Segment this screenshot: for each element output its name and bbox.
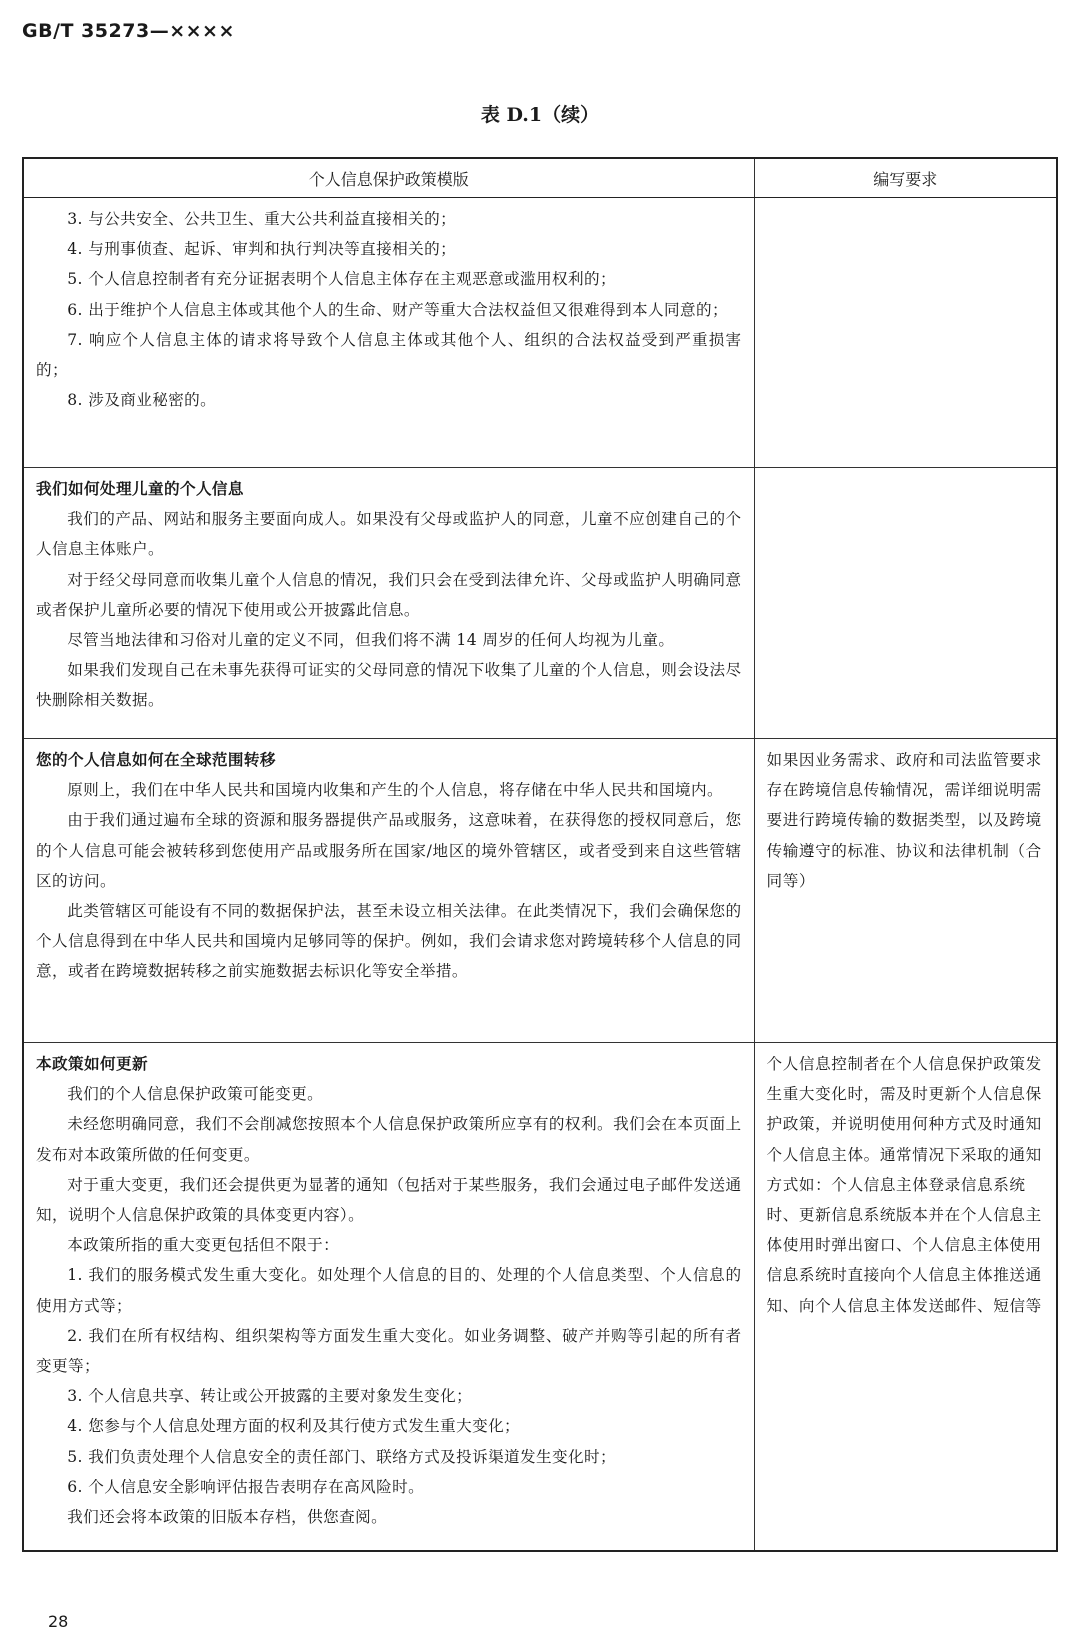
template-cell — [23, 468, 754, 739]
template-cell — [23, 739, 754, 1043]
requirement-cell — [754, 198, 1057, 468]
paragraph: 8. 涉及商业秘密的。 — [67, 391, 217, 410]
standard-code: GB/T 35273—×××× — [22, 20, 235, 42]
paragraph: 对于重大变更，我们还会提供更为显著的通知（包括对于某些服务，我们会通过电子邮件发送通知，说明个人信息保护政策的具体变更内容）。 — [36, 1175, 742, 1225]
requirement-cell — [754, 468, 1057, 739]
paragraph: 6. 个人信息安全影响评估报告表明存在高风险时。 — [67, 1477, 425, 1496]
paragraph: 4. 您参与个人信息处理方面的权利及其行使方式发生重大变化； — [67, 1417, 521, 1436]
requirement-cell — [754, 739, 1057, 1043]
section-heading: 您的个人信息如何在全球范围转移 — [36, 751, 276, 769]
paragraph: 由于我们通过遍布全球的资源和服务器提供产品或服务，这意味着，在获得您的授权同意后，您的个人信息可能会被转移到您使用产品或服务所在国家/地区的境外管辖区，或者受到来自这些管辖区的访问。 — [36, 811, 742, 890]
paragraph: 7. 响应个人信息主体的请求将导致个人信息主体或其他个人、组织的合法权益受到严重损害的； — [36, 330, 742, 380]
paragraph: 3. 个人信息共享、转让或公开披露的主要对象发生变化； — [67, 1387, 473, 1406]
requirement-text — [755, 468, 1057, 480]
paragraph: 本政策所指的重大变更包括但不限于： — [67, 1236, 340, 1255]
requirement-text: 个人信息控制者在个人信息保护政策发生重大变化时，需及时更新个人信息保护政策，并说明使用何种方式及时通知个人信息主体。通常情况下采取的通知方式如：个人信息主体登录信息系统时、更新信息系统版本并在个人信息主体使用时弹出窗口、个人信息主体使用信息系统时直接向个人信息主体推送通知、向个人信息主体发送邮件、短信等 — [766, 1055, 1042, 1315]
page-number: 28 — [48, 1612, 69, 1631]
template-cell — [23, 1043, 754, 1551]
requirement-cell — [754, 1043, 1057, 1551]
header-template: 个人信息保护政策模版 — [23, 158, 754, 198]
paragraph: 5. 我们负责处理个人信息安全的责任部门、联络方式及投诉渠道发生变化时； — [67, 1447, 617, 1466]
paragraph: 3. 与公共安全、公共卫生、重大公共利益直接相关的； — [67, 210, 457, 228]
section-heading: 本政策如何更新 — [36, 1055, 148, 1073]
paragraph: 对于经父母同意而收集儿童个人信息的情况，我们只会在受到法律允许、父母或监护人明确同意或者保护儿童所必要的情况下使用或公开披露此信息。 — [36, 570, 742, 619]
paragraph: 2. 我们在所有权结构、组织架构等方面发生重大变化。如业务调整、破产并购等引起的所有者变更等； — [36, 1326, 742, 1376]
template-cell — [23, 198, 754, 468]
paragraph: 如果我们发现自己在未事先获得可证实的父母同意的情况下收集了儿童的个人信息，则会设法尽快删除相关数据。 — [36, 661, 742, 710]
requirement-text — [755, 198, 1057, 210]
paragraph: 5. 个人信息控制者有充分证据表明个人信息主体存在主观恶意或滥用权利的； — [67, 270, 617, 289]
table-row — [23, 468, 1057, 739]
table-header-row — [23, 158, 1057, 198]
table-title: 表 D.1（续） — [480, 104, 600, 126]
paragraph: 原则上，我们在中华人民共和国境内收集和产生的个人信息，将存储在中华人民共和国境内。 — [67, 781, 723, 800]
paragraph: 6. 出于维护个人信息主体或其他个人的生命、财产等重大合法权益但又很难得到本人同意的； — [67, 300, 728, 319]
section-heading: 我们如何处理儿童的个人信息 — [36, 480, 244, 498]
policy-template-table — [22, 157, 1058, 1552]
requirement-text: 如果因业务需求、政府和司法监管要求存在跨境信息传输情况，需详细说明需要进行跨境传输的数据类型，以及跨境传输遵守的标准、协议和法律机制（合同等） — [766, 751, 1042, 890]
paragraph: 未经您明确同意，我们不会削减您按照本个人信息保护政策所应享有的权利。我们会在本页面上发布对本政策所做的任何变更。 — [36, 1115, 742, 1164]
paragraph: 此类管辖区可能设有不同的数据保护法，甚至未设立相关法律。在此类情况下，我们会确保您的个人信息得到在中华人民共和国境内足够同等的保护。例如，我们会请求您对跨境转移个人信息的同意，或者在跨境数据转移之前实施数据去标识化等安全举措。 — [36, 902, 742, 981]
paragraph: 我们还会将本政策的旧版本存档，供您查阅。 — [67, 1508, 388, 1527]
paragraph: 4. 与刑事侦查、起诉、审判和执行判决等直接相关的； — [67, 240, 457, 259]
paragraph: 1. 我们的服务模式发生重大变化。如处理个人信息的目的、处理的个人信息类型、个人信息的使用方式等； — [36, 1266, 742, 1315]
paragraph: 我们的产品、网站和服务主要面向成人。如果没有父母或监护人的同意，儿童不应创建自己的个人信息主体账户。 — [36, 510, 742, 559]
paragraph: 我们的个人信息保护政策可能变更。 — [67, 1085, 324, 1104]
table-row — [23, 739, 1057, 1043]
table-row — [23, 198, 1057, 468]
header-requirements: 编写要求 — [754, 158, 1057, 198]
paragraph: 尽管当地法律和习俗对儿童的定义不同，但我们将不满 14 周岁的任何人均视为儿童。 — [67, 631, 675, 650]
table-row — [23, 1043, 1057, 1551]
